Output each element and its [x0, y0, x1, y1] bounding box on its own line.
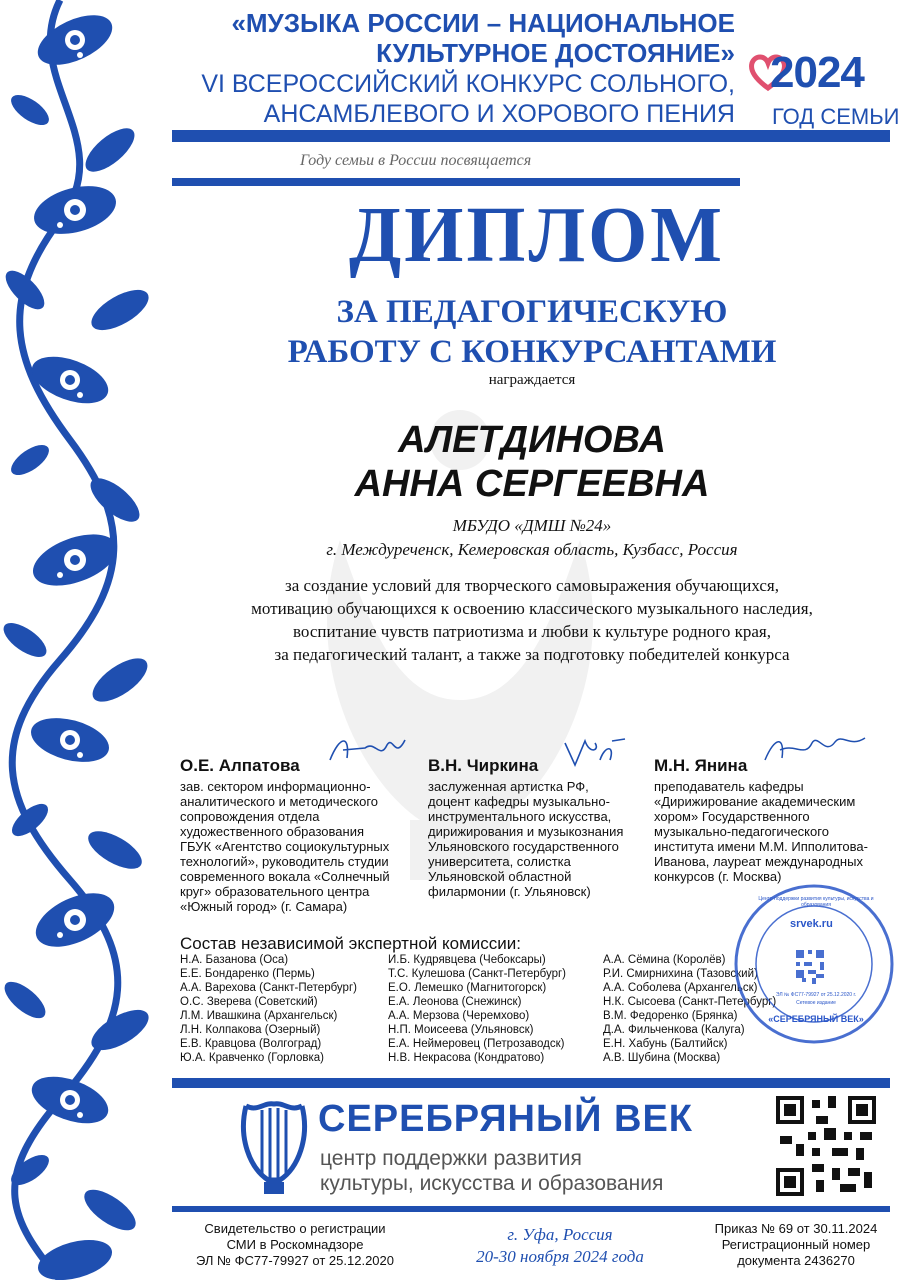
signatory-2	[428, 756, 638, 899]
signatory-name: В.Н. Чиркина	[428, 756, 539, 775]
stamp-site: srvek.ru	[790, 918, 833, 930]
merit-text: за создание условий для творческого самовыражения обучающихся, мотивацию обучающихся к освоению классического музыкального наследия, воспитание чувств патриотизма и любви к культуре родного края, за педагогический талант, а также за подготовку победителей конкурса	[251, 576, 813, 664]
awarded-label: награждается	[488, 372, 576, 388]
recipient-name: АЛЕТДИНОВА АННА СЕРГЕЕВНА	[354, 419, 710, 505]
signatory-3	[654, 756, 894, 884]
jury-column-2: И.Б. Кудрявцева (Чебоксары) Т.С. Кулешова (Санкт-Петербург) Е.О. Лемешко (Магнитогорск) Е.А. Леонова (Снежинск) А.А. Мерзова (Черемхово) Н.П. Моисеева (Ульяновск) Е.А. Неймеровец (Петрозаводск) Н.В. Некрасова (Кондратово)	[388, 954, 566, 1064]
contest-title: VI ВСЕРОССИЙСКИЙ КОНКУРС СОЛЬНОГО, АНСАМБЛЕВОГО И ХОРОВОГО ПЕНИЯ	[201, 70, 735, 128]
header-bar	[172, 130, 890, 142]
event-location-dates: г. Уфа, Россия 20-30 ноября 2024 года	[476, 1225, 644, 1266]
stamp-registration: ЭЛ № ФС77-79927 от 25.12.2020 г.	[775, 992, 857, 998]
diploma-subtitle: ЗА ПЕДАГОГИЧЕСКУЮ РАБОТУ С КОНКУРСАНТАМИ	[287, 294, 777, 370]
signatory-description: заслуженная артистка РФ, доцент кафедры музыкально- инструментального искусства, дирижирования и музыкознания Ульяновского государственного университета, солистка Ульяновской областной филармонии (г. Ульяновск)	[428, 779, 624, 899]
stamp-ring-bottom: «СЕРЕБРЯНЫЙ ВЕК»	[768, 1014, 864, 1024]
diploma-title: ДИПЛОМ	[349, 190, 725, 280]
signatory-name: О.Е. Алпатова	[180, 756, 300, 775]
footer-brand: СЕРЕБРЯНЫЙ ВЕК	[318, 1098, 693, 1140]
signatory-description: преподаватель кафедры «Дирижирование академическим хором» Государственного музыкально-педагогического института имени М.М. Ипполитова- Иванова, лауреат международных конкурсов (г. Москва)	[654, 779, 868, 884]
year-logo: 2024	[770, 48, 864, 97]
stamp-ring-top: Центр поддержки развития культуры, искусства и образования	[758, 896, 874, 908]
signatory-name: М.Н. Янина	[654, 756, 748, 775]
jury-column-1: Н.А. Базанова (Оса) Е.Е. Бондаренко (Пермь) А.А. Варехова (Санкт-Петербург) О.С. Зверева (Советский) Л.М. Ивашкина (Архангельск) Л.Н. Колпакова (Озерный) Е.В. Кравцова (Волгоград) Ю.А. Кравченко (Горловка)	[180, 954, 357, 1064]
floral-ornament	[0, 0, 170, 1280]
signatory-1	[180, 756, 420, 914]
signature-alpatova	[325, 730, 415, 770]
order-info: Приказ № 69 от 30.11.2024 Регистрационный номер документа 2436270	[714, 1221, 878, 1268]
lyre-logo-icon	[238, 1098, 310, 1198]
footer-bar-top	[172, 1078, 890, 1088]
footer-bar-bottom	[172, 1206, 890, 1212]
year-logo-subtitle: ГОД СЕМЬИ	[772, 104, 900, 129]
recipient-organization: МБУДО «ДМШ №24» г. Междуреченск, Кемеровская область, Кузбасс, Россия	[326, 516, 738, 559]
registration-info: Свидетельство о регистрации СМИ в Роскомнадзоре ЭЛ № ФС77-79927 от 25.12.2020	[195, 1221, 394, 1268]
signature-yanina	[760, 728, 870, 768]
header-bar-lower	[172, 178, 740, 186]
jury-title: Состав независимой экспертной комиссии:	[180, 934, 522, 953]
footer-brand-subtitle: центр поддержки развития культуры, искусства и образования	[320, 1147, 664, 1195]
signatory-description: зав. сектором информационно- аналитического и методического сопровождения отдела художественного образования ГБУК «Агентство социокультурных технологий», руководитель студии современного вокала «Солнечный круг» образовательного центра «Южный город» (г. Самара)	[180, 779, 390, 914]
festival-title: «МУЗЫКА РОССИИ – НАЦИОНАЛЬНОЕ КУЛЬТУРНОЕ ДОСТОЯНИЕ»	[231, 8, 735, 68]
stamp-note: Сетевое издание	[796, 1000, 836, 1006]
jury-column-3: А.А. Сёмина (Королёв) Р.И. Смирнихина (Тазовский) А.А. Соболева (Архангельск) Н.К. Сысоева (Санкт-Петербург) В.М. Федоренко (Брянка) Д.А. Фильченкова (Калуга) Е.Н. Хабунь (Балтийск) А.В. Шубина (Москва)	[603, 954, 777, 1064]
qr-code	[776, 1096, 876, 1196]
signature-chirkina	[560, 735, 630, 770]
dedication: Году семьи в России посвящается	[300, 152, 532, 169]
